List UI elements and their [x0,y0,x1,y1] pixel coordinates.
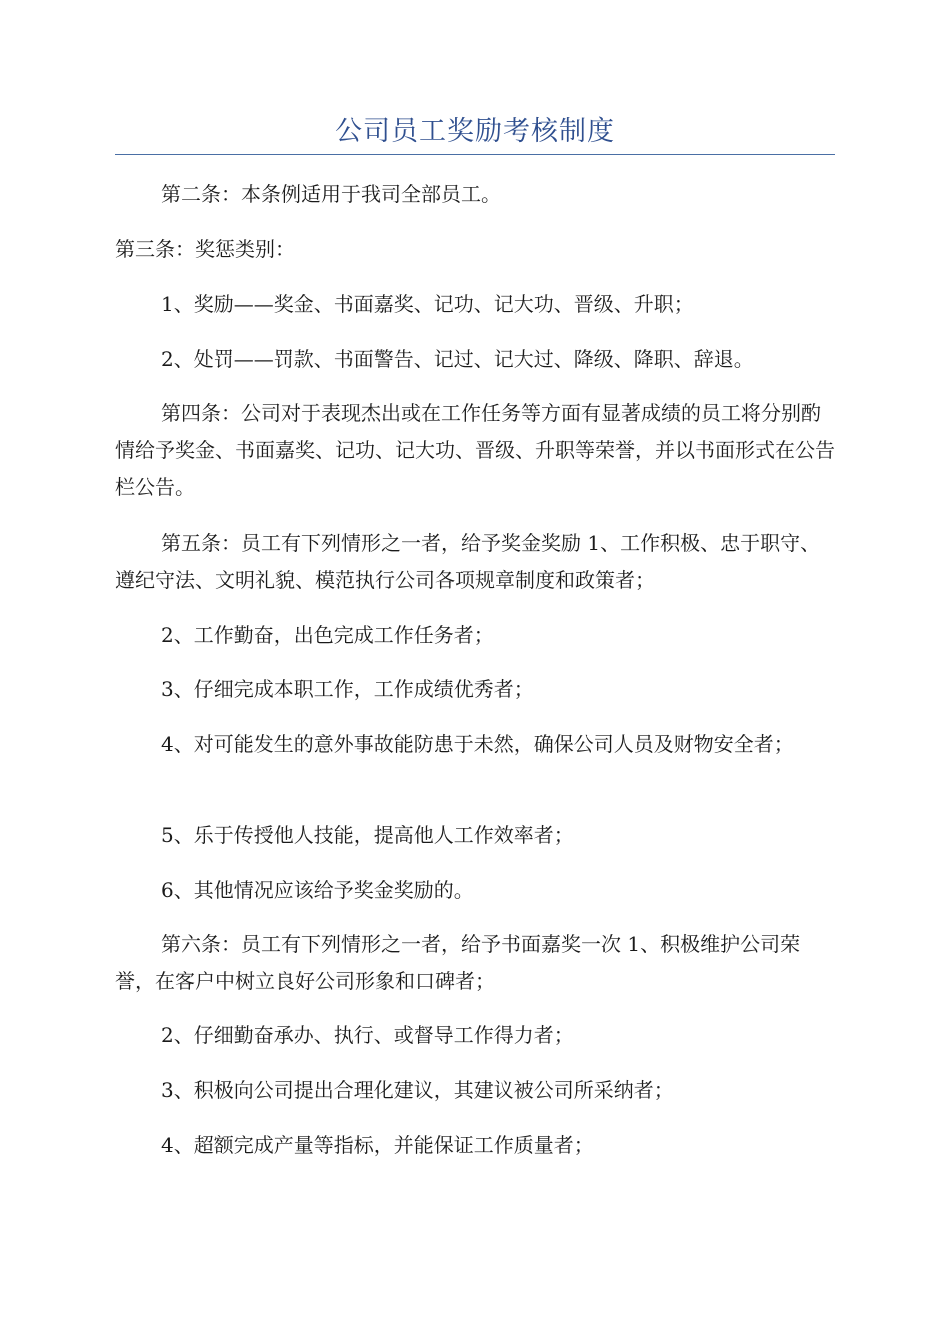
paragraph-article-6-item-2: 2、仔细勤奋承办、执行、或督导工作得力者； [161,1023,574,1047]
paragraph-article-5-item-5: 5、乐于传授他人技能，提高他人工作效率者； [161,823,574,847]
paragraph-article-5-item-3: 3、仔细完成本职工作，工作成绩优秀者； [161,677,534,701]
paragraph-reward-types: 1、奖励——奖金、书面嘉奖、记功、记大功、晋级、升职； [161,292,694,316]
paragraph-article-2: 第二条：本条例适用于我司全部员工。 [161,182,501,206]
paragraph-article-4: 第四条：公司对于表现杰出或在工作任务等方面有显著成绩的员工将分别酌情给予奖金、书面嘉奖、记功、记大功、晋级、升职等荣誉，并以书面形式在公告栏公告。 [115,401,835,499]
paragraph-article-6-item-3: 3、积极向公司提出合理化建议，其建议被公司所采纳者； [161,1078,674,1102]
paragraph-penalty-types: 2、处罚——罚款、书面警告、记过、记大过、降级、降职、辞退。 [161,347,754,371]
paragraph-article-6-item-4: 4、超额完成产量等指标，并能保证工作质量者； [161,1133,594,1157]
paragraph-article-5-item-4: 4、对可能发生的意外事故能防患于未然，确保公司人员及财物安全者； [161,732,794,756]
paragraph-article-5-item-6: 6、其他情况应该给予奖金奖励的。 [161,878,474,902]
paragraph-article-5-item-2: 2、工作勤奋，出色完成工作任务者； [161,623,494,647]
document-title: 公司员工奖励考核制度 [335,116,615,147]
paragraph-article-6: 第六条：员工有下列情形之一者，给予书面嘉奖一次 1、积极维护公司荣誉，在客户中树立良好公司形象和口碑者； [115,932,801,993]
paragraph-article-5: 第五条：员工有下列情形之一者，给予奖金奖励 1、工作积极、忠于职守、遵纪守法、文明礼貌、模范执行公司各项规章制度和政策者； [115,531,821,592]
title-underline [115,154,835,155]
paragraph-article-3: 第三条：奖惩类别： [115,237,295,261]
